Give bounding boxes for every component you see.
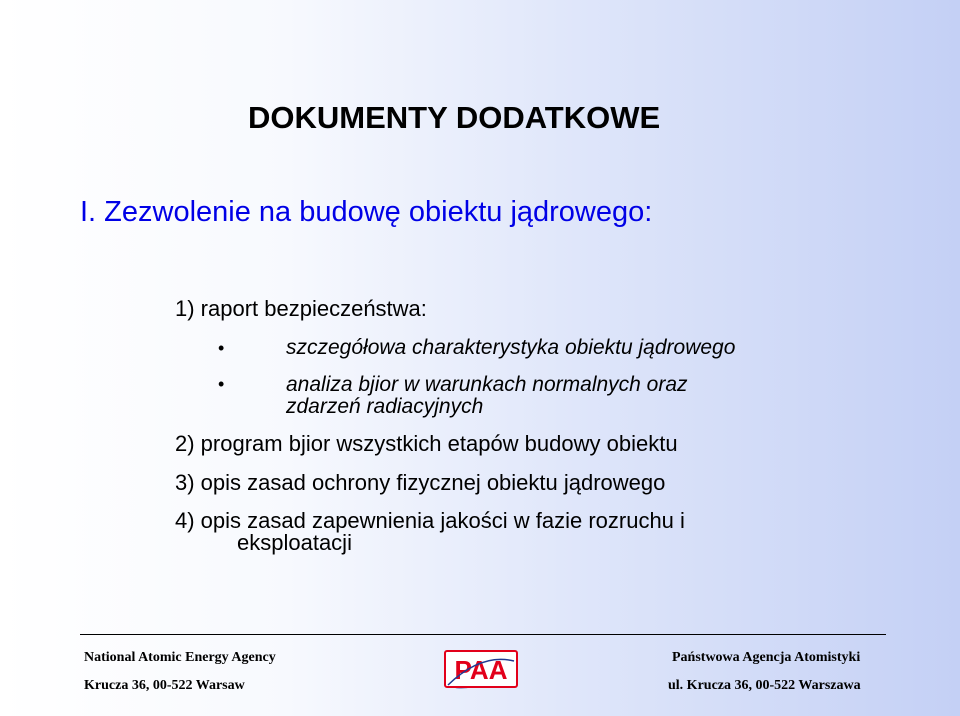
subitem-1: szczegółowa charakterystyka obiektu jądrowego [286, 336, 736, 359]
slide-title: DOKUMENTY DODATKOWE [248, 100, 661, 135]
list-item-2: 2) program bjior wszystkich etapów budowy obiektu [175, 431, 678, 456]
section-heading: I. Zezwolenie na budowę obiektu jądrowego: [80, 196, 653, 228]
footer-agency-name-en: National Atomic Energy Agency [84, 650, 276, 665]
footer-address-en: Krucza 36, 00-522 Warsaw [84, 678, 245, 693]
subitem-2: analiza bjior w warunkach normalnych oraz [286, 373, 688, 396]
bullet-icon: • [218, 374, 225, 394]
footer-agency-name-pl: Państwowa Agencja Atomistyki [672, 650, 861, 665]
footer-address-pl: ul. Krucza 36, 00-522 Warszawa [668, 678, 861, 693]
bullet-icon: • [218, 338, 225, 358]
list-item-4: 4) opis zasad zapewnienia jakości w fazie rozruchu i [175, 508, 685, 533]
list-item-1: 1) raport bezpieczeństwa: [175, 296, 427, 321]
paa-logo-icon [440, 647, 522, 693]
list-item-4-continuation: eksploatacji [237, 530, 352, 555]
subitem-2-continuation: zdarzeń radiacyjnych [286, 395, 484, 418]
list-item-3: 3) opis zasad ochrony fizycznej obiektu jądrowego [175, 470, 666, 495]
footer-divider [80, 634, 886, 635]
paa-logo-text: PAA [454, 655, 508, 685]
